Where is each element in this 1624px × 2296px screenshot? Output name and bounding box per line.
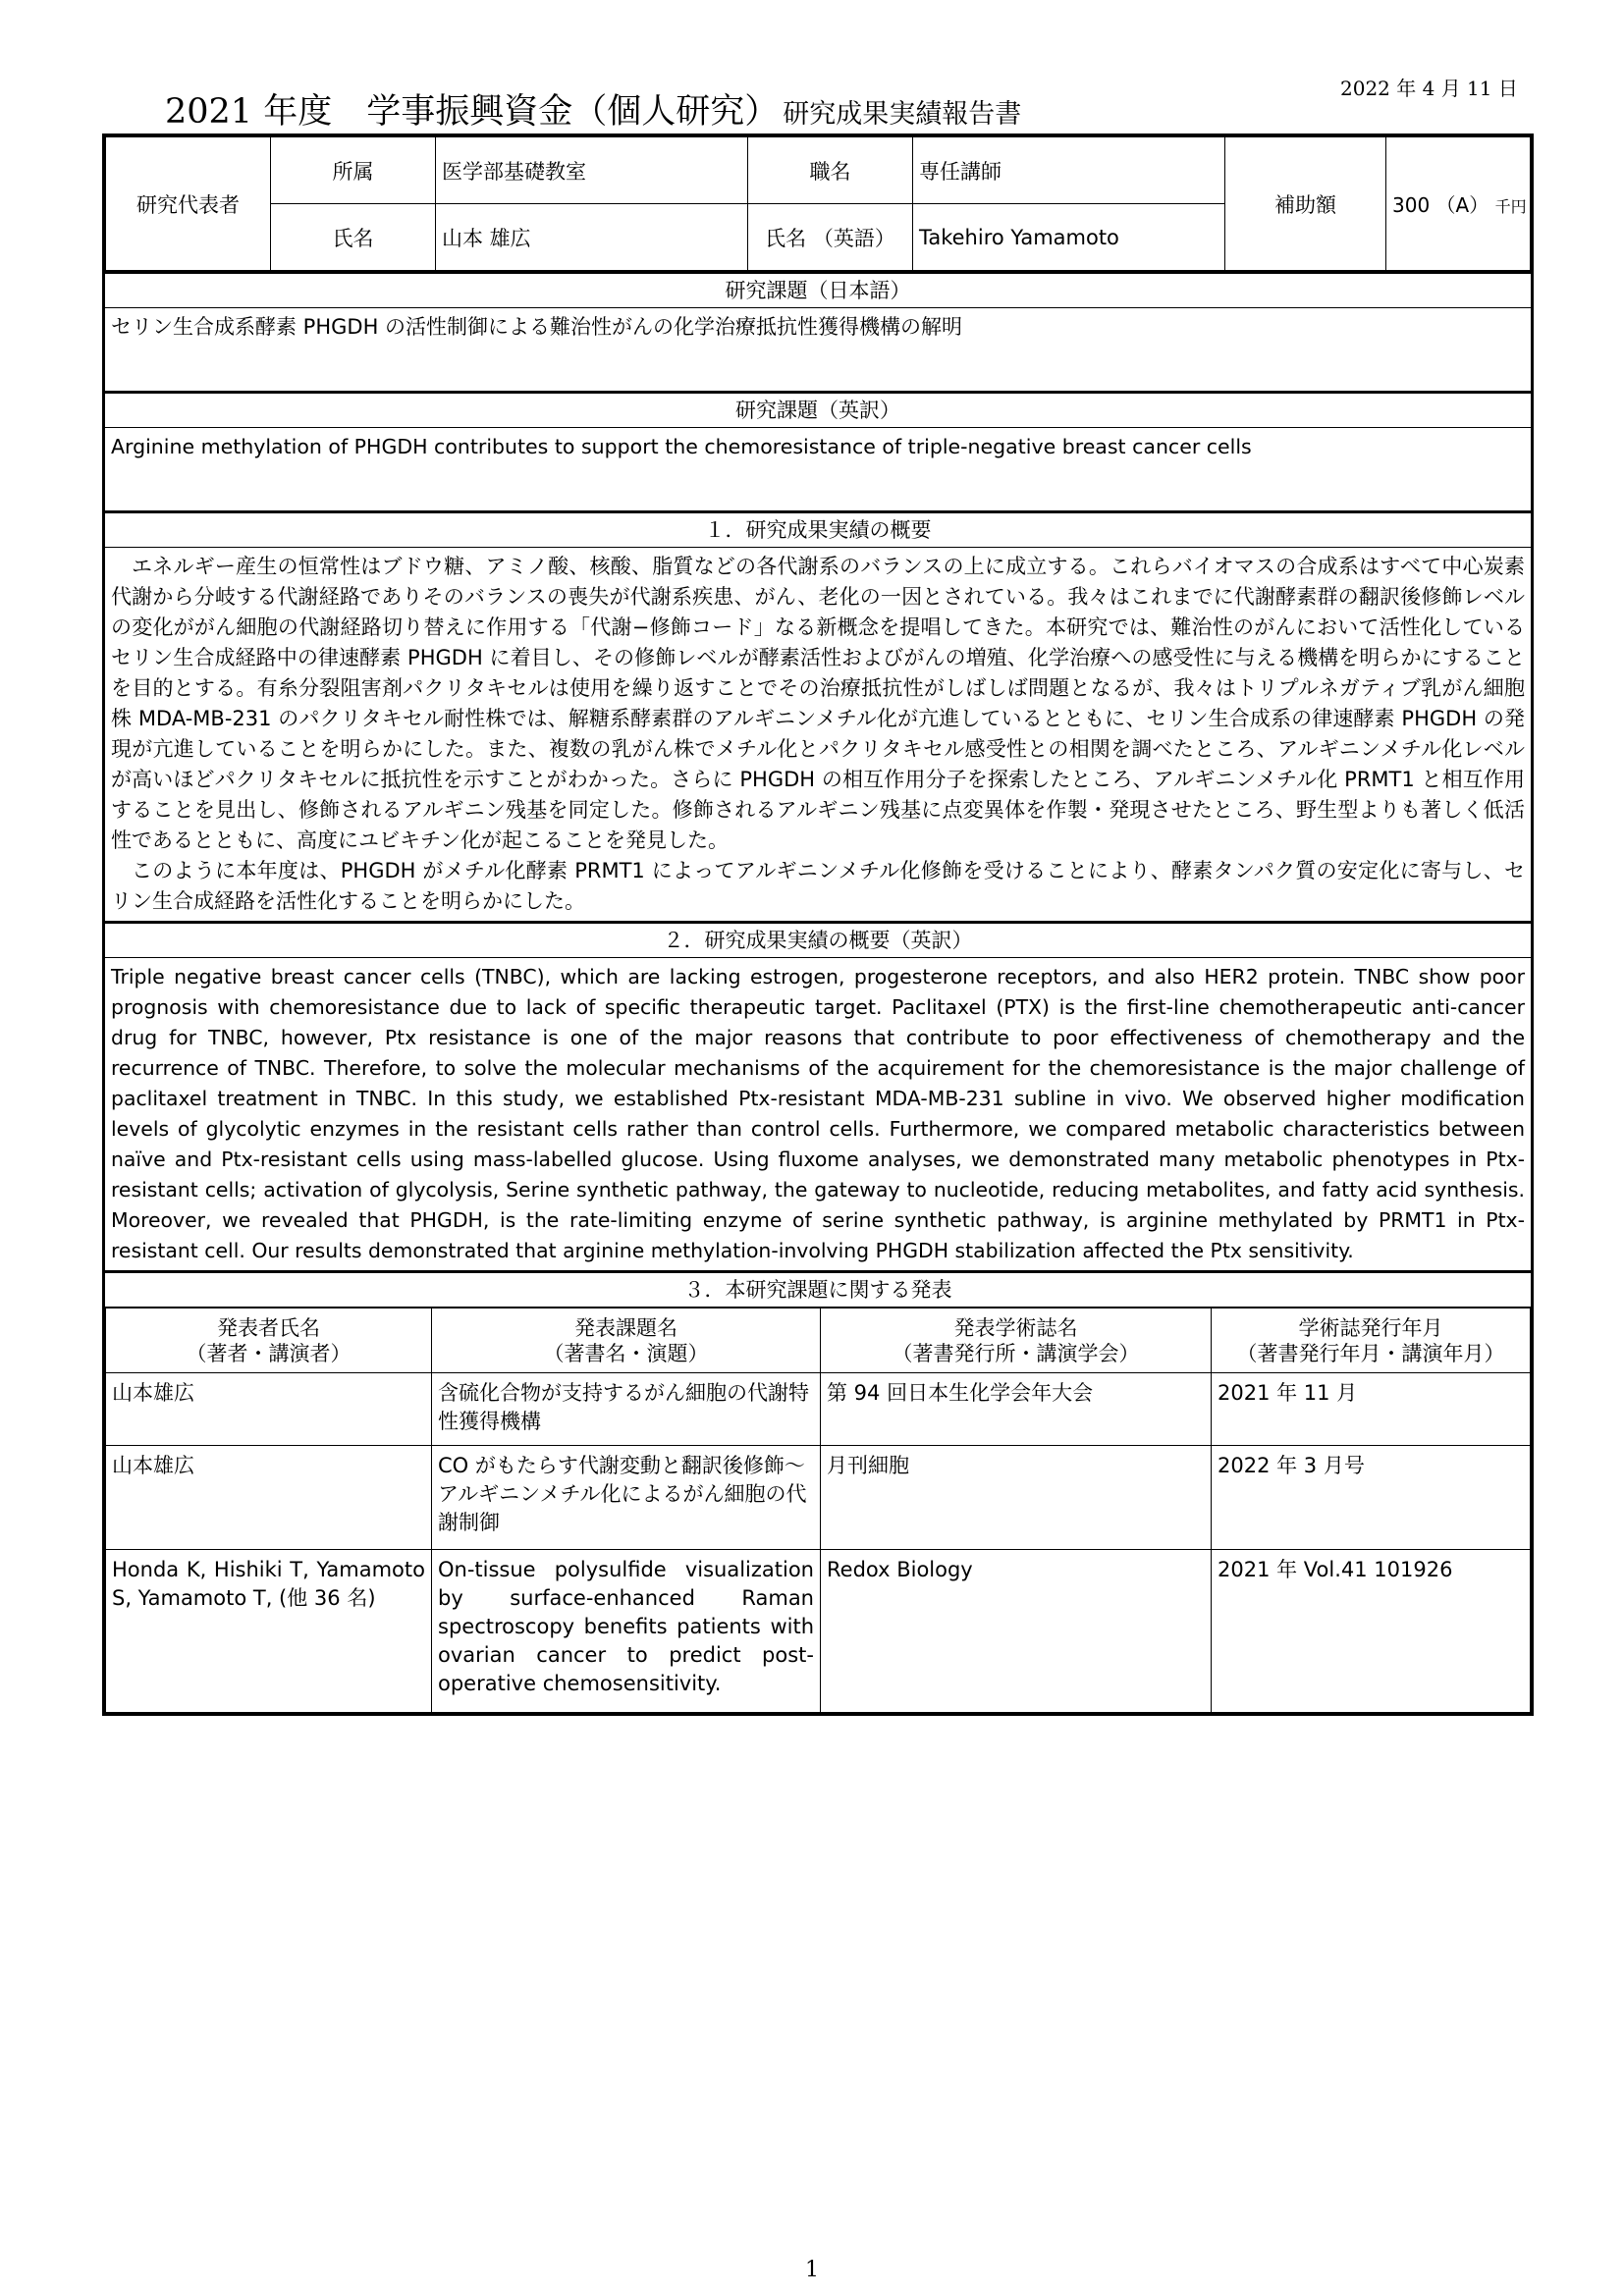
pub-col-date-l1: 学術誌発行年月 <box>1298 1315 1443 1340</box>
pub-col-venue <box>821 1308 1212 1373</box>
position-label: 職名 <box>748 137 913 204</box>
affil-label: 所属 <box>271 137 436 204</box>
summary-ja-p1: エネルギー産生の恒常性はブドウ糖、アミノ酸、核酸、脂質などの各代謝系のバランスの上に成立する。これらバイオマスの合成系はすべて中心炭素代謝から分岐する代謝経路でありそのバランスの喪失が代謝系疾患、がん、老化の一因とされている。我々はこれまでに代謝酵素群の翻訳後修飾レベルの変化ががん細胞の代謝経路切り替えに作用する「代謝−修飾コード」なる新概念を提唱してきた。本研究では、難治性のがんにおいて活性化しているセリン生合成経路中の律速酵素 PHGDH に着目し、その修飾レベルが酵素活性およびがんの増殖、化学治療への感受性に与える機構を明らかにすることを目的とする。有糸分裂阻害剤パクリタキセルは使用を繰り返すことでその治療抵抗性がしばしば問題となるが、我々はトリプルネガティブ乳がん細胞株 MDA-MB-231 のパクリタキセル耐性株では、解糖系酵素群のアルギニンメチル化が亢進しているとともに、セリン生合成系の律速酵素 PHGDH の発現が亢進していることを明らかにした。また、複数の乳がん株でメチル化とパクリタキセル感受性との相関を調べたところ、アルギニンメチル化レベルが高いほどパクリタキセルに抵抗性を示すことがわかった。さらに PHGDH の相互作用分子を探索したところ、アルギニンメチル化 PRMT1 と相互作用することを見出し、修飾されるアルギニン残基を同定した。修飾されるアルギニン残基に点変異体を作製・発現させたところ、野生型よりも著しく低活性であるとともに、高度にユビキチン化が起こることを発見した。 <box>111 555 1526 852</box>
theme-ja-header: 研究課題（日本語） <box>105 271 1531 308</box>
table-row <box>106 1550 1531 1713</box>
pub-col-title <box>432 1308 821 1373</box>
pub-author: 山本雄広 <box>106 1373 432 1446</box>
pub-title: CO がもたらす代謝変動と翻訳後修飾～アルギニンメチル化によるがん細胞の代謝制御 <box>432 1446 821 1550</box>
summary-en-header: ２．研究成果実績の概要（英訳） <box>105 921 1531 958</box>
pub-title: On-tissue polysulfide visualization by surface-enhanced Raman spectroscopy benefits patients with ovarian cancer to predict post-operative chemosensitivity. <box>432 1550 821 1713</box>
name-en-label: 氏名 （英語） <box>748 204 913 271</box>
name-label: 氏名 <box>271 204 436 271</box>
grant-value: 300 （A） <box>1392 193 1489 217</box>
pub-col-title-l2: （著書名・演題） <box>543 1341 709 1365</box>
name-en-value: Takehiro Yamamoto <box>913 204 1225 271</box>
pub-date: 2021 年 11 月 <box>1212 1373 1531 1446</box>
pub-col-venue-l1: 発表学術誌名 <box>953 1315 1078 1340</box>
name-value: 山本 雄広 <box>436 204 748 271</box>
table-row <box>106 1446 1531 1550</box>
pub-date: 2021 年 Vol.41 101926 <box>1212 1550 1531 1713</box>
pub-date: 2022 年 3 月号 <box>1212 1446 1531 1550</box>
theme-en: Arginine methylation of PHGDH contributes to support the chemoresistance of triple-negative breast cancer cells <box>111 435 1252 458</box>
rep-label: 研究代表者 <box>106 137 271 271</box>
table-row <box>106 1373 1531 1446</box>
pub-author: 山本雄広 <box>106 1446 432 1550</box>
pub-venue: Redox Biology <box>821 1550 1212 1713</box>
summary-en: Triple negative breast cancer cells (TNBC), which are lacking estrogen, progesterone receptors, and also HER2 protein. TNBC show poor prognosis with chemoresistance due to lack of specific therapeutic target. Paclitaxel (PTX) is the first-line chemotherapeutic anti-cancer drug for TNBC, however, Ptx resistance is one of the major reasons that contribute to poor effectiveness of chemotherapy and the recurrence of TNBC. Therefore, to solve the molecular mechanisms of the acquirement for the chemoresistance is the major challenge of paclitaxel treatment in TNBC. In this study, we established Ptx-resistant MDA-MB-231 subline in vivo. We observed higher modification levels of glycolytic enzymes in the resistant cells rather than control cells. Furthermore, we compared metabolic characteristics between naïve and Ptx-resistant cells using mass-labelled glucose. Using fluxome analyses, we demonstrated many metabolic phenotypes in Ptx-resistant cells; activation of glycolysis, Serine synthetic pathway, the gateway to nucleotide, reducing metabolites, and fatty acid synthesis. Moreover, we revealed that PHGDH, is the rate-limiting enzyme of serine synthetic pathway, is arginine methylated by PRMT1 in Ptx-resistant cell. Our results demonstrated that arginine methylation-involving PHGDH stabilization affected the Ptx sensitivity. <box>111 965 1525 1262</box>
summary-ja <box>105 548 1531 921</box>
summary-ja-header: １．研究成果実績の概要 <box>105 510 1531 548</box>
pub-col-author <box>106 1308 432 1373</box>
pub-col-author-l2: （著者・講演者） <box>186 1341 352 1365</box>
theme-en-header: 研究課題（英訳） <box>105 391 1531 428</box>
title-sub: 研究成果実績報告書 <box>783 99 1022 130</box>
pub-venue: 第 94 回日本生化学会年大会 <box>821 1373 1212 1446</box>
report-date: 2022 年 4 月 11 日 <box>1340 77 1518 100</box>
pub-title: 含硫化合物が支持するがん細胞の代謝特性獲得機構 <box>432 1373 821 1446</box>
summary-ja-p2: このように本年度は、PHGDH がメチル化酵素 PRMT1 によってアルギニンメチル化修飾を受けることにより、酵素タンパク質の安定化に寄与し、セリン生合成経路を活性化することを明らかにした。 <box>111 859 1525 913</box>
title-main: 2021 年度 学事振興資金（個人研究） <box>165 92 780 132</box>
pub-header: ３．本研究課題に関する発表 <box>105 1270 1531 1308</box>
position-value: 専任講師 <box>913 137 1225 204</box>
pub-venue: 月刊細胞 <box>821 1446 1212 1550</box>
pub-table <box>105 1308 1531 1713</box>
report-title <box>165 84 1021 133</box>
report-frame <box>102 133 1534 1716</box>
pub-col-title-l1: 発表課題名 <box>574 1315 677 1340</box>
theme-ja: セリン生合成系酵素 PHGDH の活性制御による難治性がんの化学治療抵抗性獲得機構の解明 <box>111 315 963 339</box>
info-table <box>105 136 1531 271</box>
grant-cell <box>1386 137 1531 271</box>
pub-col-author-l1: 発表者氏名 <box>217 1315 320 1340</box>
pub-author: Honda K, Hishiki T, Yamamoto S, Yamamoto T, (他 36 名) <box>106 1550 432 1713</box>
grant-unit: 千円 <box>1494 197 1527 216</box>
pub-col-date <box>1212 1308 1531 1373</box>
page-number: 1 <box>805 2258 819 2282</box>
grant-label: 補助額 <box>1225 137 1386 271</box>
pub-col-venue-l2: （著書発行所・講演学会） <box>892 1341 1140 1365</box>
affil-value: 医学部基礎教室 <box>436 137 748 204</box>
pub-col-date-l2: （著書発行年月・講演年月） <box>1236 1341 1505 1365</box>
